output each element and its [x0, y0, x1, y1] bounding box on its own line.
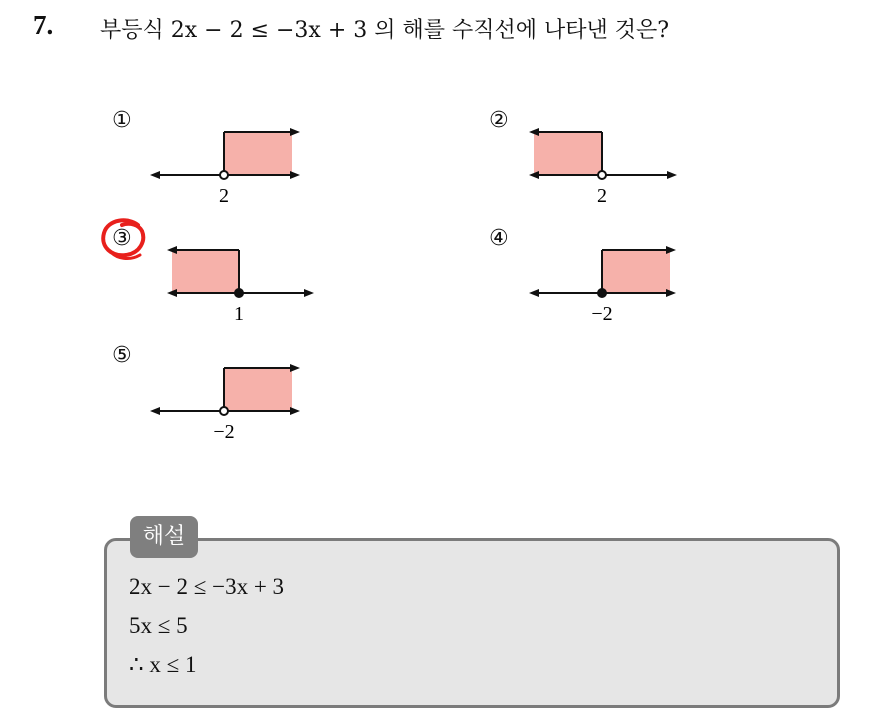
choice-1-axis-arrow-left	[150, 171, 160, 179]
choice-2[interactable]	[489, 108, 689, 208]
choice-4-label: ④	[489, 226, 509, 251]
choice-4-axis-arrow-left	[529, 289, 539, 297]
choice-4-axis-arrow-right	[666, 289, 676, 297]
choice-4-region-arrow	[666, 246, 676, 254]
question-text: 부등식 2x − 2 ≤ −3x + 3 의 해를 수직선에 나타낸 것은?	[100, 18, 670, 43]
choice-2-number-line	[489, 108, 689, 208]
choice-1[interactable]	[112, 108, 312, 208]
choice-3-closed-point	[235, 289, 243, 297]
choice-5-label: ⑤	[112, 343, 132, 368]
choice-2-solution-region	[534, 132, 602, 175]
choice-1-axis-arrow-right	[290, 171, 300, 179]
choice-3-solution-region	[172, 250, 239, 293]
choice-3-label: ③	[112, 226, 132, 251]
choice-1-number-line	[112, 108, 312, 208]
choice-4-closed-point	[598, 289, 606, 297]
choice-5-axis-arrow-right	[290, 407, 300, 415]
choice-2-axis-arrow-right	[667, 171, 677, 179]
choice-1-region-arrow	[290, 128, 300, 136]
solution-tag: 해설	[130, 516, 198, 558]
choice-5-axis-arrow-left	[150, 407, 160, 415]
choice-5-point-label: −2	[213, 421, 235, 443]
choice-5-open-point	[220, 407, 228, 415]
answer-circle-mark	[100, 217, 152, 263]
choice-4-number-line	[489, 226, 689, 326]
choice-4-point-label: −2	[591, 303, 613, 325]
solution-line-3: ∴ x ≤ 1	[129, 652, 197, 677]
solution-panel	[104, 538, 840, 708]
choice-2-label: ②	[489, 108, 509, 133]
choice-5[interactable]	[112, 343, 312, 443]
choice-3-axis-arrow-right	[304, 289, 314, 297]
choice-5-region-arrow	[290, 364, 300, 372]
choice-1-solution-region	[224, 132, 292, 175]
question-number: 7.	[33, 10, 54, 40]
solution-line-2: 5x ≤ 5	[129, 613, 188, 638]
solution-line-1: 2x − 2 ≤ −3x + 3	[129, 574, 285, 599]
choice-1-point-label: 2	[219, 185, 229, 207]
choice-5-solution-region	[224, 368, 292, 411]
choice-1-label: ①	[112, 108, 132, 133]
choice-3-point-label: 1	[234, 303, 244, 325]
choice-5-number-line	[112, 343, 312, 443]
choice-4[interactable]	[489, 226, 689, 326]
choice-2-open-point	[598, 171, 606, 179]
choice-2-point-label: 2	[597, 185, 607, 207]
choice-1-open-point	[220, 171, 228, 179]
choice-4-solution-region	[602, 250, 670, 293]
